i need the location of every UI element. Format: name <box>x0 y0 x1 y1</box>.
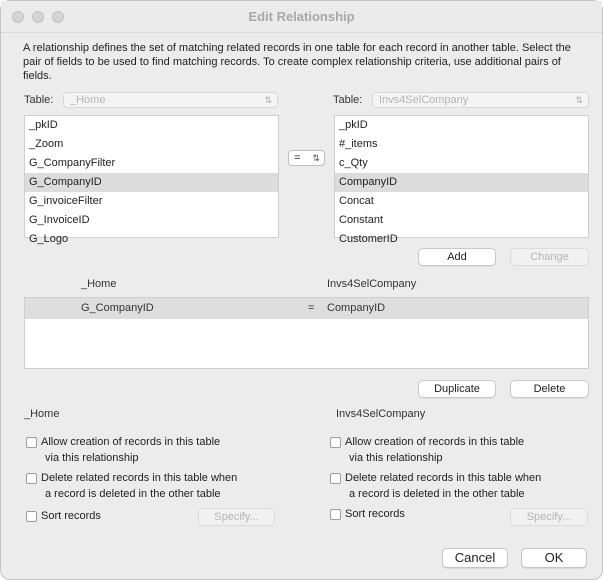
relation-operator: = <box>308 302 315 314</box>
relation-criteria-row[interactable] <box>25 298 588 319</box>
operator-value: = <box>294 152 301 164</box>
left-table-label: Table: <box>24 94 54 106</box>
right-field-item[interactable]: Concat <box>339 195 374 207</box>
left-field-item[interactable]: G_Logo <box>29 233 69 245</box>
right-table-popup[interactable] <box>372 92 589 108</box>
left-delete-related-label-2: a record is deleted in the other table <box>45 488 221 500</box>
left-sort-records-checkbox[interactable] <box>26 511 37 522</box>
right-delete-related-checkbox[interactable] <box>330 473 341 484</box>
right-table-label: Table: <box>333 94 363 106</box>
right-specify-button[interactable]: Specify... <box>510 508 588 526</box>
operator-popup[interactable] <box>288 150 325 166</box>
right-sort-records-checkbox[interactable] <box>330 509 341 520</box>
duplicate-button[interactable]: Duplicate <box>418 380 496 398</box>
right-sort-records-label: Sort records <box>345 508 405 520</box>
left-allow-creation-label-2: via this relationship <box>45 452 139 464</box>
left-field-item-selected[interactable]: G_CompanyID <box>25 173 278 192</box>
right-delete-related-label-2: a record is deleted in the other table <box>349 488 525 500</box>
left-delete-related-label-1: Delete related records in this table when <box>41 472 238 484</box>
left-delete-related-checkbox[interactable] <box>26 473 37 484</box>
left-field-item[interactable]: G_invoiceFilter <box>29 195 103 207</box>
relation-right-field: CompanyID <box>327 302 386 314</box>
chevron-updown-icon: ⇅ <box>312 153 320 163</box>
cancel-button[interactable]: Cancel <box>442 548 508 568</box>
left-table-value: _Home <box>70 94 106 106</box>
add-button[interactable]: Add <box>418 248 496 266</box>
left-field-item[interactable]: G_CompanyFilter <box>29 157 116 169</box>
left-field-item[interactable]: G_InvoiceID <box>29 214 90 226</box>
right-delete-related-label-1: Delete related records in this table when <box>345 472 542 484</box>
relation-criteria-list[interactable] <box>24 297 589 369</box>
left-allow-creation-label-1: Allow creation of records in this table <box>41 436 221 448</box>
description-text: A relationship defines the set of matching related records in one table for each record in another table. Select the pair of fields to be used to find matching records. To create complex relationship criteria, use additional pairs of fields. <box>23 42 571 82</box>
right-table-value: Invs4SelCompany <box>379 94 469 106</box>
right-allow-creation-checkbox[interactable] <box>330 437 341 448</box>
left-allow-creation-checkbox[interactable] <box>26 437 37 448</box>
relation-left-header: _Home <box>81 278 117 290</box>
left-options-title: _Home <box>24 408 60 420</box>
chevron-updown-icon: ⇅ <box>264 95 272 105</box>
left-field-item[interactable]: _pkID <box>29 119 58 131</box>
relation-left-field: G_CompanyID <box>81 302 154 314</box>
right-field-item[interactable]: _pkID <box>339 119 368 131</box>
right-field-item[interactable]: #_items <box>339 138 378 150</box>
right-field-item[interactable]: Constant <box>339 214 384 226</box>
right-field-item[interactable]: c_Qty <box>339 157 368 169</box>
left-specify-button[interactable]: Specify... <box>198 508 275 526</box>
right-options-title: Invs4SelCompany <box>336 408 426 420</box>
left-sort-records-label: Sort records <box>41 510 101 522</box>
left-field-item[interactable]: _Zoom <box>29 138 64 150</box>
right-field-list[interactable] <box>334 115 589 245</box>
chevron-updown-icon: ⇅ <box>575 95 583 105</box>
ok-button[interactable]: OK <box>521 548 587 568</box>
right-allow-creation-label-1: Allow creation of records in this table <box>345 436 525 448</box>
relation-right-header: Invs4SelCompany <box>327 278 417 290</box>
right-field-item[interactable]: CustomerID <box>339 233 398 245</box>
right-field-item-selected[interactable]: CompanyID <box>335 173 588 192</box>
left-field-list[interactable] <box>24 115 279 245</box>
change-button[interactable]: Change <box>510 248 589 266</box>
window-title: Edit Relationship <box>248 9 355 24</box>
left-table-popup[interactable] <box>63 92 278 108</box>
right-allow-creation-label-2: via this relationship <box>349 452 443 464</box>
title-bar <box>1 1 602 33</box>
delete-button[interactable]: Delete <box>510 380 589 398</box>
